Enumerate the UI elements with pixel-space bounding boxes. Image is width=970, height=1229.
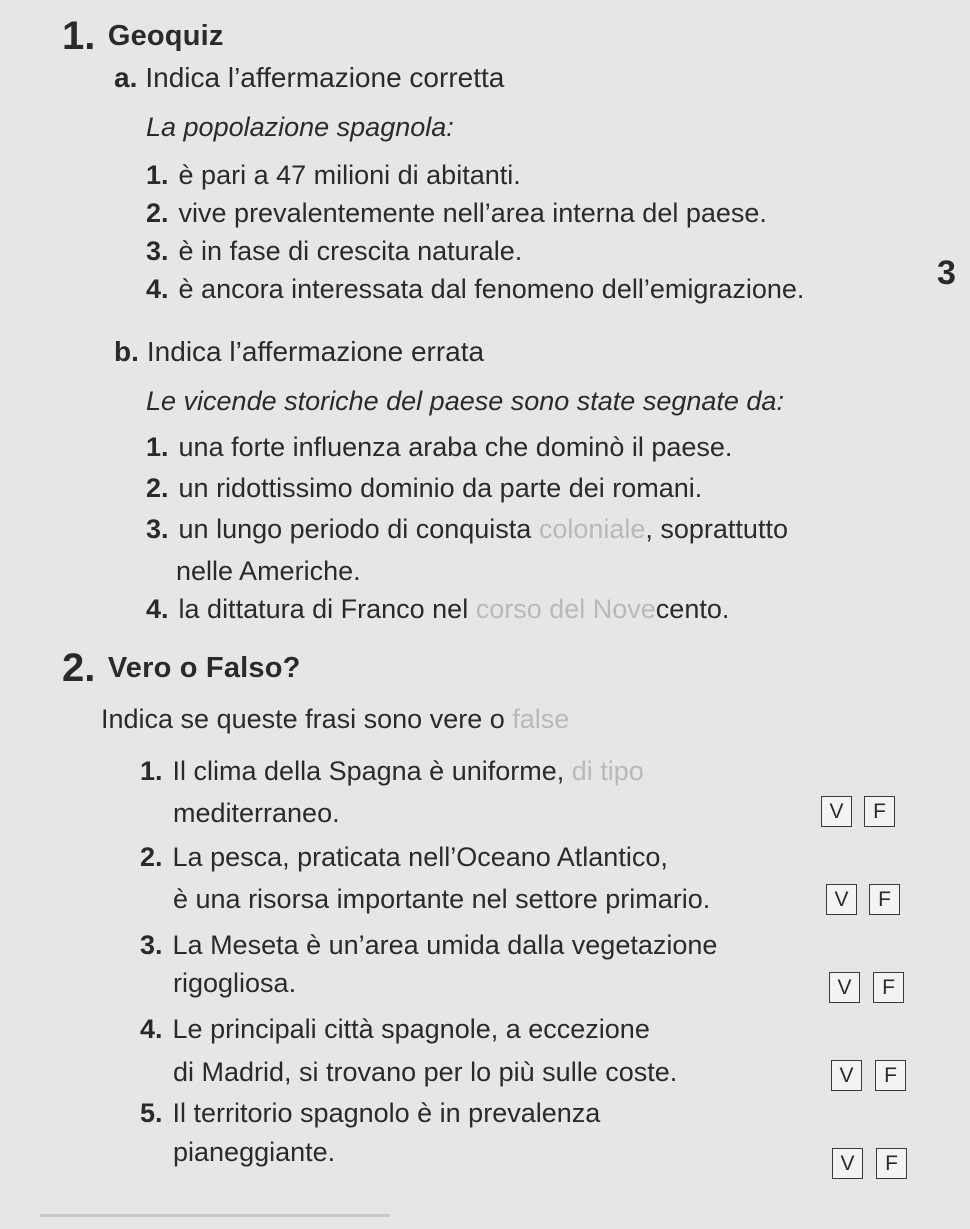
item-number: 3. — [140, 930, 163, 960]
true-false-item-continuation: è una risorsa importante nel settore primario. — [173, 884, 711, 914]
item-text: una forte influenza araba che dominò il paese. — [178, 432, 733, 462]
true-checkbox[interactable]: V — [832, 1148, 863, 1179]
true-false-item — [140, 756, 644, 787]
false-checkbox[interactable]: F — [873, 972, 904, 1003]
false-checkbox[interactable]: F — [876, 1148, 907, 1179]
exercise-title: Geoquiz — [107, 20, 224, 52]
item-text: Le principali città spagnole, a eccezione — [172, 1014, 650, 1044]
list-item — [146, 473, 702, 504]
list-item — [146, 514, 788, 545]
true-false-item-continuation: di Madrid, si trovano per lo più sulle coste. — [173, 1057, 678, 1087]
item-number: 1. — [140, 756, 163, 786]
item-number: 3. — [146, 514, 169, 544]
true-false-item-continuation: pianeggiante. — [173, 1137, 336, 1167]
true-false-item — [140, 1098, 600, 1129]
item-text: , soprattutto — [645, 514, 788, 544]
true-checkbox[interactable]: V — [831, 1060, 862, 1091]
item-number: 4. — [146, 594, 169, 624]
list-item-continuation: nelle Americhe. — [176, 556, 361, 586]
exercise-number: 2. — [62, 646, 96, 690]
item-number: 3. — [146, 236, 169, 266]
true-false-item — [140, 842, 668, 873]
part-a-intro: La popolazione spagnola: — [146, 112, 454, 142]
part-letter: b. — [114, 336, 139, 367]
part-letter: a. — [114, 62, 138, 93]
true-false-item — [140, 1014, 650, 1045]
item-number: 1. — [146, 432, 169, 462]
item-text: La Meseta è un’area umida dalla vegetazione — [172, 930, 718, 960]
part-title: Indica l’affermazione errata — [146, 336, 485, 367]
divider — [40, 1214, 390, 1217]
item-number: 2. — [146, 198, 169, 228]
true-false-item — [140, 930, 717, 961]
true-false-item-continuation: rigogliosa. — [173, 968, 297, 998]
item-text-faded: coloniale — [538, 514, 646, 544]
item-text: Il clima della Spagna è uniforme, — [172, 756, 572, 786]
true-checkbox[interactable]: V — [826, 884, 857, 915]
list-item — [146, 160, 521, 191]
list-item — [146, 594, 729, 625]
item-text: cento. — [655, 594, 730, 624]
item-text: è pari a 47 milioni di abitanti. — [178, 160, 521, 190]
false-checkbox[interactable]: F — [869, 884, 900, 915]
true-false-item-continuation: mediterraneo. — [173, 798, 340, 828]
exercise-number: 1. — [62, 14, 96, 58]
list-item — [146, 198, 767, 229]
intro-text: Indica se queste frasi sono vere o — [101, 704, 513, 734]
item-text: un ridottissimo dominio da parte dei romani. — [178, 473, 703, 503]
list-item — [146, 236, 522, 267]
item-text: è ancora interessata dal fenomeno dell’emigrazione. — [178, 274, 805, 304]
item-text: la dittatura di Franco nel — [178, 594, 476, 624]
part-b-intro: Le vicende storiche del paese sono state segnate da: — [146, 386, 784, 416]
exercise-title: Vero o Falso? — [107, 652, 301, 684]
true-checkbox[interactable]: V — [829, 972, 860, 1003]
item-text: vive prevalentemente nell’area interna del paese. — [178, 198, 767, 228]
item-number: 2. — [146, 473, 169, 503]
exercise-2-header — [62, 646, 301, 691]
list-item — [146, 274, 804, 305]
item-text: Il territorio spagnolo è in prevalenza — [172, 1098, 601, 1128]
item-number: 5. — [140, 1098, 163, 1128]
false-checkbox[interactable]: F — [864, 796, 895, 827]
false-checkbox[interactable]: F — [875, 1060, 906, 1091]
part-b-heading — [114, 336, 484, 368]
part-title: Indica l’affermazione corretta — [145, 62, 505, 93]
intro-text-faded: false — [512, 704, 570, 734]
item-number: 4. — [146, 274, 169, 304]
exercise-2-intro — [101, 704, 569, 735]
item-text: è in fase di crescita naturale. — [178, 236, 523, 266]
item-text-faded: corso del Nove — [475, 594, 656, 624]
true-checkbox[interactable]: V — [821, 796, 852, 827]
item-number: 1. — [146, 160, 169, 190]
item-number: 2. — [140, 842, 163, 872]
part-a-heading — [114, 62, 504, 94]
exercise-1-header — [62, 14, 224, 59]
item-number: 4. — [140, 1014, 163, 1044]
item-text: La pesca, praticata nell’Oceano Atlantico, — [172, 842, 668, 872]
item-text-faded: di tipo — [571, 756, 644, 786]
list-item — [146, 432, 732, 463]
item-text: un lungo periodo di conquista — [178, 514, 539, 544]
written-answer: 3 — [937, 254, 956, 292]
